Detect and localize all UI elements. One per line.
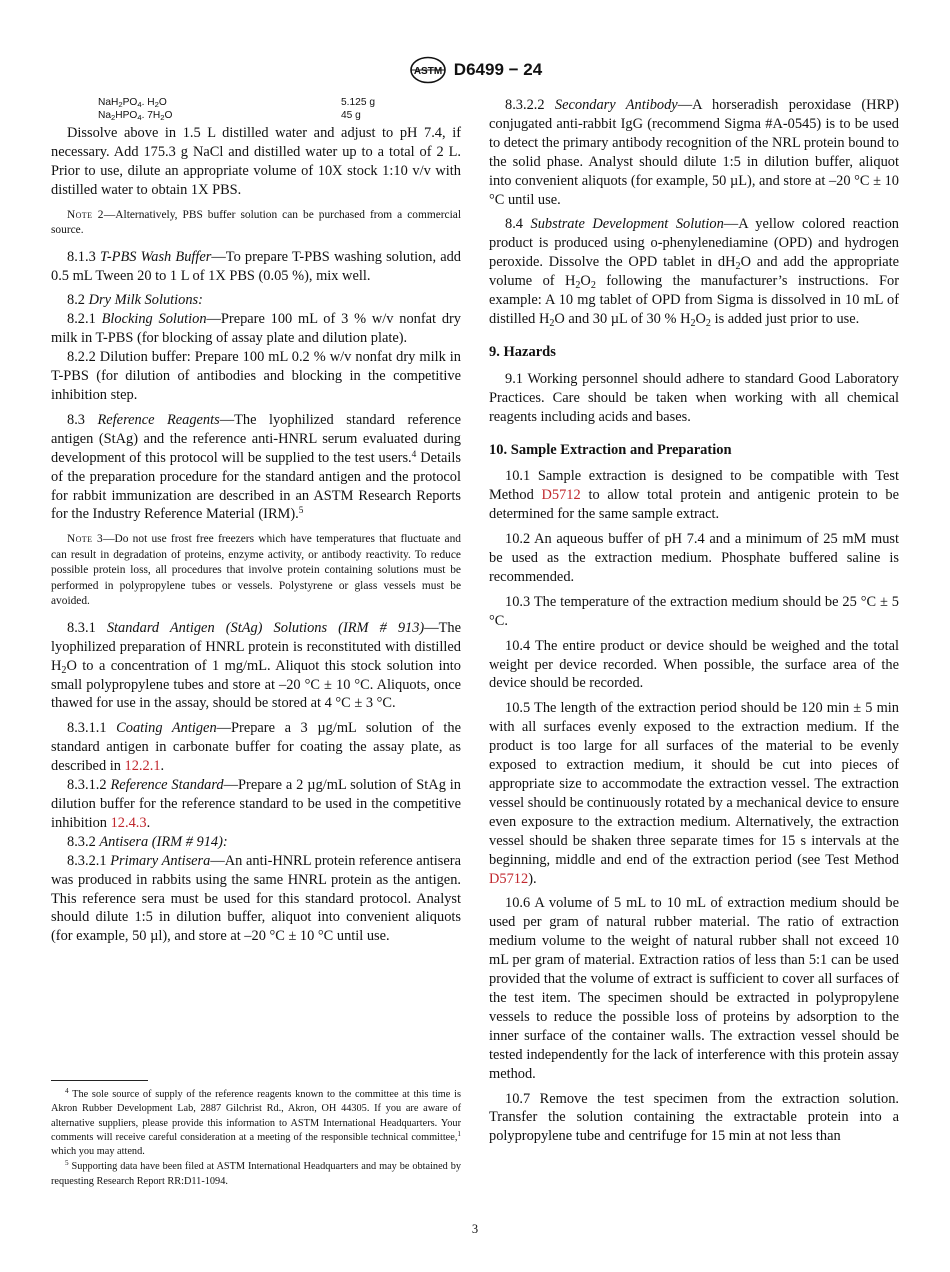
section-10-5: 10.5 The length of the extraction period should be 120 min ± 5 min with all surfaces evenly exposed to the extraction medium. If the product is too large for all surfaces of the material to be evenly exposed to extraction medium, it should be cut into pieces of appropriate size to accommodate the extraction vessel. The extraction vessel should be continuously rotated by a mechanical device to ensure even exposure to the extraction medium. Alternatively, the extraction vessel should be shaken three separate times for 15 s intervals at the beginning, middle and end of the extraction period (see Test Method D5712). (489, 700, 900, 887)
footnote-4: $^4$ The sole source of supply of the reference reagents known to the committee at this time is Akron Rubber Development Lab, 2887 Gilchrist Rd., Akron, OH 44305. If you are aware of alternative suppliers, please provide this information to ASTM International Headquarters. Your comments will receive careful consideration at a meeting of the responsible technical committee,$^1$ which you may attend. (51, 1087, 461, 1158)
heading-hazards: 9. Hazards (489, 343, 556, 360)
section-10-6: 10.6 A volume of 5 mL to 10 mL of extraction medium should be used per gram of natural rubber material. The ratio of extraction medium volume to the weight of natural rubber shall not exceed 10 mL per gram of material. Extraction ratios of less than 5:1 can be used provided that the volume of extract is sufficient to cover all surfaces of the test item. The specimen should be extracted in polypropylene vessels to reduce the possible loss of proteins by adsorption to the inner surface of the container walls. The extraction vessel should be tested independently for the lack of interference with this protein assay method. (489, 895, 899, 1082)
section-8-4: 8.4 Substrate Development Solution—A yellow colored reaction product is produced using o-phenylenediamine (OPD) and hydrogen peroxide. Dissolve the OPD tablet in $dH_2O$ and add the appropriate volume of $H_2O_2$ following the manufacturer’s instructions. For example: A 10 mg tablet of OPD from Sigma is dissolved in 10 mL of distilled $H_2O$ and 30 µL of 30 % $H_2O_2$ is added just prior to use. (489, 216, 899, 329)
astm-logo-text: ASTM (413, 66, 442, 77)
link-d5712[interactable]: D5712 (541, 487, 581, 504)
reagent-formula: $NaH_2PO_4$. $H_2O$ (98, 97, 167, 109)
section-8-2-1: 8.2.1 Blocking Solution—Prepare 100 mL of 3 % w/v nonfat dry milk in T-PBS (for blocking of assay plate and dilution plate). (51, 311, 461, 347)
section-8-1-3: 8.1.3 T-PBS Wash Buffer—To prepare T-PBS washing solution, add 0.5 mL Tween 20 to 1 L of 1X PBS (0.05 %), mix well. (51, 248, 461, 284)
standard-designation: D6499 − 24 (453, 60, 543, 79)
section-10-1: 10.1 Sample extraction is designed to be compatible with Test Method D5712 to allow total protein and antigenic protein to be determined for the same sample extract. (489, 468, 899, 523)
link-12-4-3[interactable]: 12.4.3 (110, 814, 147, 831)
reagent-amount: 45 g (341, 110, 361, 121)
footnote-5: $^5$ Supporting data have been filed at ASTM International Headquarters and may be obtained by requesting Research Report RR:D11-1094. (51, 1159, 461, 1187)
footnote-divider (51, 1080, 148, 1081)
section-8-3-1-2: 8.3.1.2 Reference Standard—Prepare a 2 µg/mL solution of StAg in dilution buffer for the reference standard to be used in the competitive inhibition 12.4.3. (51, 777, 461, 831)
reagent-row (51, 109, 461, 122)
right-column (489, 96, 899, 1152)
section-10-4: 10.4 The entire product or device should be weighed and the total weight per device recorded. When possible, the surface area of the device should be recorded. (489, 637, 899, 692)
footnote-ref-4[interactable]: 4 (411, 449, 417, 460)
section-8-3-2-1: 8.3.2.1 Primary Antisera—An anti-HNRL protein reference antisera was produced in rabbits using the same HNRL protein as the antigen. This reference sera must be used for this standard protocol. Analyst should dilute 1:5 in dilution buffer, aliquot into convenient aliquots (for example, 50 µl), and store at –20 °C ± 10 °C until use. (51, 852, 461, 945)
section-10-2: 10.2 An aqueous buffer of pH 7.4 and a minimum of 25 mM must be used as the extraction medium. Phosphate buffered saline is recommended. (489, 531, 899, 585)
section-10-3: 10.3 The temperature of the extraction medium should be 25 °C ± 5 °C. (489, 593, 899, 629)
section-8-3-1-1: 8.3.1.1 Coating Antigen—Prepare a 3 µg/mL solution of the standard antigen in carbonate buffer for coating the assay plate, as described in 12.2.1. (51, 720, 461, 775)
link-d5712[interactable]: D5712 (489, 870, 529, 887)
section-10-7: 10.7 Remove the test specimen from the extraction solution. Transfer the solution containing the extractable protein into a polypropylene tube and centrifuge for 15 min at not less than (489, 1090, 899, 1145)
left-column (51, 96, 461, 952)
reagent-amount: 5.125 g (341, 97, 375, 108)
section-8-3-1: 8.3.1 Standard Antigen (StAg) Solutions (IRM # 913)—The lyophilized preparation of HNRL protein is reconstituted with distilled $H_2O$ to a concentration of 1 mg/mL. Aliquot this stock solution into small polypropylene tubes and store at –20 °C ± 10 °C. Aliquots, once thawed for use in the assay, should be stored at 4 °C ± 3 °C. (51, 619, 461, 712)
section-8-2-2: 8.2.2 Dilution buffer: Prepare 100 mL 0.2 % w/v nonfat dry milk in T-PBS (for dilution of antibodies and blocking in the competitive inhibition step. (51, 349, 461, 403)
note-2: Note 2—Alternatively, PBS buffer solution can be purchased from a commercial source. (51, 208, 461, 237)
section-9-1: 9.1 Working personnel should adhere to standard Good Laboratory Practices. Care should be taken when working with all chemical reagents including acids and bases. (489, 370, 899, 425)
section-8-3: 8.3 Reference Reagents—The lyophilized standard reference antigen (StAg) and the reference anti-HNRL serum evaluated during development of this protocol will be supplied to the test users.$^4$ Details of the preparation procedure for the standard antigen and the protocol for rabbit immunization are described in an ASTM Research Reports for the Industry Reference Material (IRM).$^5$ (51, 411, 461, 523)
reagent-formula: $Na_2HPO_4$. $7H_2O$ (98, 110, 173, 122)
heading-sample-extraction: 10. Sample Extraction and Preparation (489, 441, 732, 458)
page-header (0, 55, 950, 85)
footnotes (51, 1088, 461, 1190)
section-8-2: 8.2 Dry Milk Solutions: (67, 292, 203, 309)
reagent-table (51, 96, 461, 122)
astm-logo (408, 56, 448, 84)
note-3: Note 3—Do not use frost free freezers which have temperatures that fluctuate and can result in degradation of proteins, enzyme activity, or antibody reactivity. To reduce possible protein loss, all procedures that involve protein containing solutions must be performed in polypropylene tubes or vessels. Polystyrene or glass vessels must be avoided. (51, 533, 461, 608)
reagent-row (51, 96, 461, 109)
paragraph-dissolve: Dissolve above in 1.5 L distilled water and adjust to pH 7.4, if necessary. Add 175.3 g NaCl and distilled water up to a total of 2 L. Prior to use, dilute an appropriate volume of 10X stock 1:10 v/v with distilled water to obtain 1X PBS. (51, 125, 461, 198)
section-8-3-2: 8.3.2 Antisera (IRM # 914): (67, 833, 228, 850)
footnote-ref-5[interactable]: 5 (298, 506, 304, 517)
link-12-2-1[interactable]: 12.2.1 (124, 758, 161, 775)
section-8-3-2-2: 8.3.2.2 Secondary Antibody—A horseradish peroxidase (HRP) conjugated anti-rabbit IgG (recommend Sigma #A-0545) is to be used to detect the primary antibody recognition of the NRL protein bound to the solid phase. Analyst should dilute 1:5 in dilution buffer, aliquot into convenient aliquots (for example, 50 µL), and store at –20 °C ± 10 °C until use. (489, 97, 899, 208)
page-number: 3 (471, 1222, 479, 1236)
